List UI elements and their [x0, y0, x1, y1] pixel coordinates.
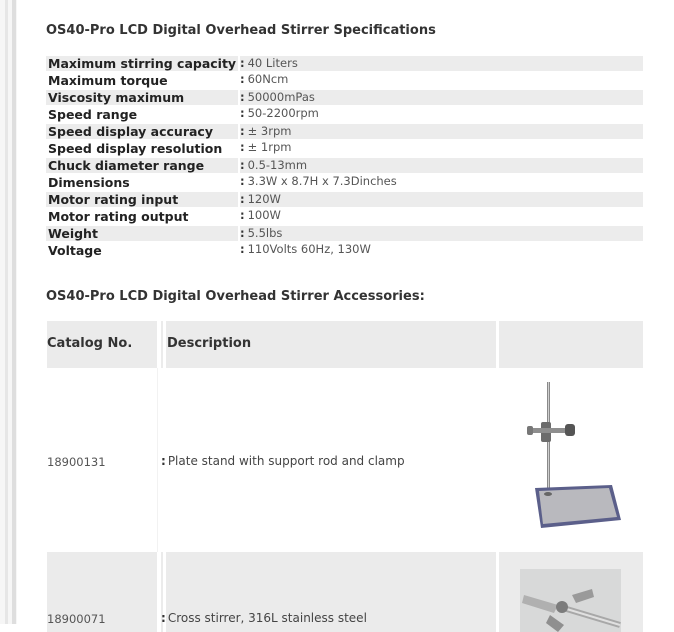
spec-value: 40 Liters	[247, 56, 298, 70]
spec-label: Dimensions	[48, 175, 130, 190]
spec-value: 50000mPas	[247, 90, 315, 104]
spec-value: ± 3rpm	[247, 124, 292, 138]
accessory-description	[161, 611, 367, 625]
separator: :	[161, 454, 166, 468]
separator: :	[240, 174, 245, 188]
separator: :	[240, 90, 245, 104]
spec-label: Speed display resolution	[48, 141, 223, 156]
separator: :	[240, 192, 245, 206]
spec-row	[46, 89, 643, 106]
separator: :	[240, 242, 245, 256]
spec-value: 3.3W x 8.7H x 7.3Dinches	[247, 174, 397, 188]
plate-stand-image	[517, 382, 627, 532]
spec-label: Voltage	[48, 243, 102, 258]
spec-value: 50-2200rpm	[247, 106, 319, 120]
spec-row	[46, 55, 643, 72]
catalog-number: 18900131	[47, 455, 106, 469]
table-row	[47, 368, 643, 552]
separator: :	[240, 226, 245, 240]
spec-row	[46, 174, 643, 191]
edge-bar	[5, 0, 8, 624]
description-text: Plate stand with support rod and clamp	[167, 454, 405, 468]
spec-row	[46, 242, 643, 259]
spec-row	[46, 208, 643, 225]
separator: :	[161, 611, 166, 625]
separator: :	[240, 72, 245, 86]
spec-value: 110Volts 60Hz, 130W	[247, 242, 371, 256]
catalog-column-header: Catalog No.	[47, 336, 133, 351]
spec-label: Motor rating input	[48, 192, 179, 207]
spec-row	[46, 225, 643, 242]
spec-row	[46, 157, 643, 174]
spec-value: 60Ncm	[247, 72, 289, 86]
spec-value: 120W	[247, 192, 281, 206]
table-row	[47, 552, 643, 632]
separator: :	[240, 208, 245, 222]
specifications-table	[46, 55, 643, 259]
accessories-heading: OS40-Pro LCD Digital Overhead Stirrer Accessories:	[46, 289, 425, 304]
accessories-table-header	[47, 321, 643, 368]
separator: :	[240, 140, 245, 154]
spec-value: 5.5lbs	[247, 226, 283, 240]
specifications-heading: OS40-Pro LCD Digital Overhead Stirrer Specifications	[46, 23, 436, 38]
catalog-number: 18900071	[47, 612, 106, 626]
spec-label: Viscosity maximum	[48, 90, 185, 105]
spec-row	[46, 123, 643, 140]
spec-label: Maximum torque	[48, 73, 168, 88]
cross-stirrer-image	[520, 569, 621, 632]
description-text: Cross stirrer, 316L stainless steel	[167, 611, 367, 625]
edge-bar	[12, 0, 16, 624]
spec-row	[46, 72, 643, 89]
spec-value: 100W	[247, 208, 281, 222]
separator: :	[240, 56, 245, 70]
spec-row	[46, 140, 643, 157]
separator: :	[240, 124, 245, 138]
separator: :	[240, 106, 245, 120]
left-edge-decoration	[0, 0, 17, 624]
accessory-description	[161, 454, 405, 468]
spec-value: ± 1rpm	[247, 140, 292, 154]
separator: :	[240, 158, 245, 172]
spec-value: 0.5-13mm	[247, 158, 308, 172]
spec-label: Speed range	[48, 107, 138, 122]
spec-label: Speed display accuracy	[48, 124, 213, 139]
spec-label: Maximum stirring capacity	[48, 56, 237, 71]
spec-label: Motor rating output	[48, 209, 189, 224]
spec-label: Weight	[48, 226, 98, 241]
description-column-header: Description	[167, 336, 252, 351]
spec-row	[46, 106, 643, 123]
spec-row	[46, 191, 643, 208]
spec-label: Chuck diameter range	[48, 158, 205, 173]
